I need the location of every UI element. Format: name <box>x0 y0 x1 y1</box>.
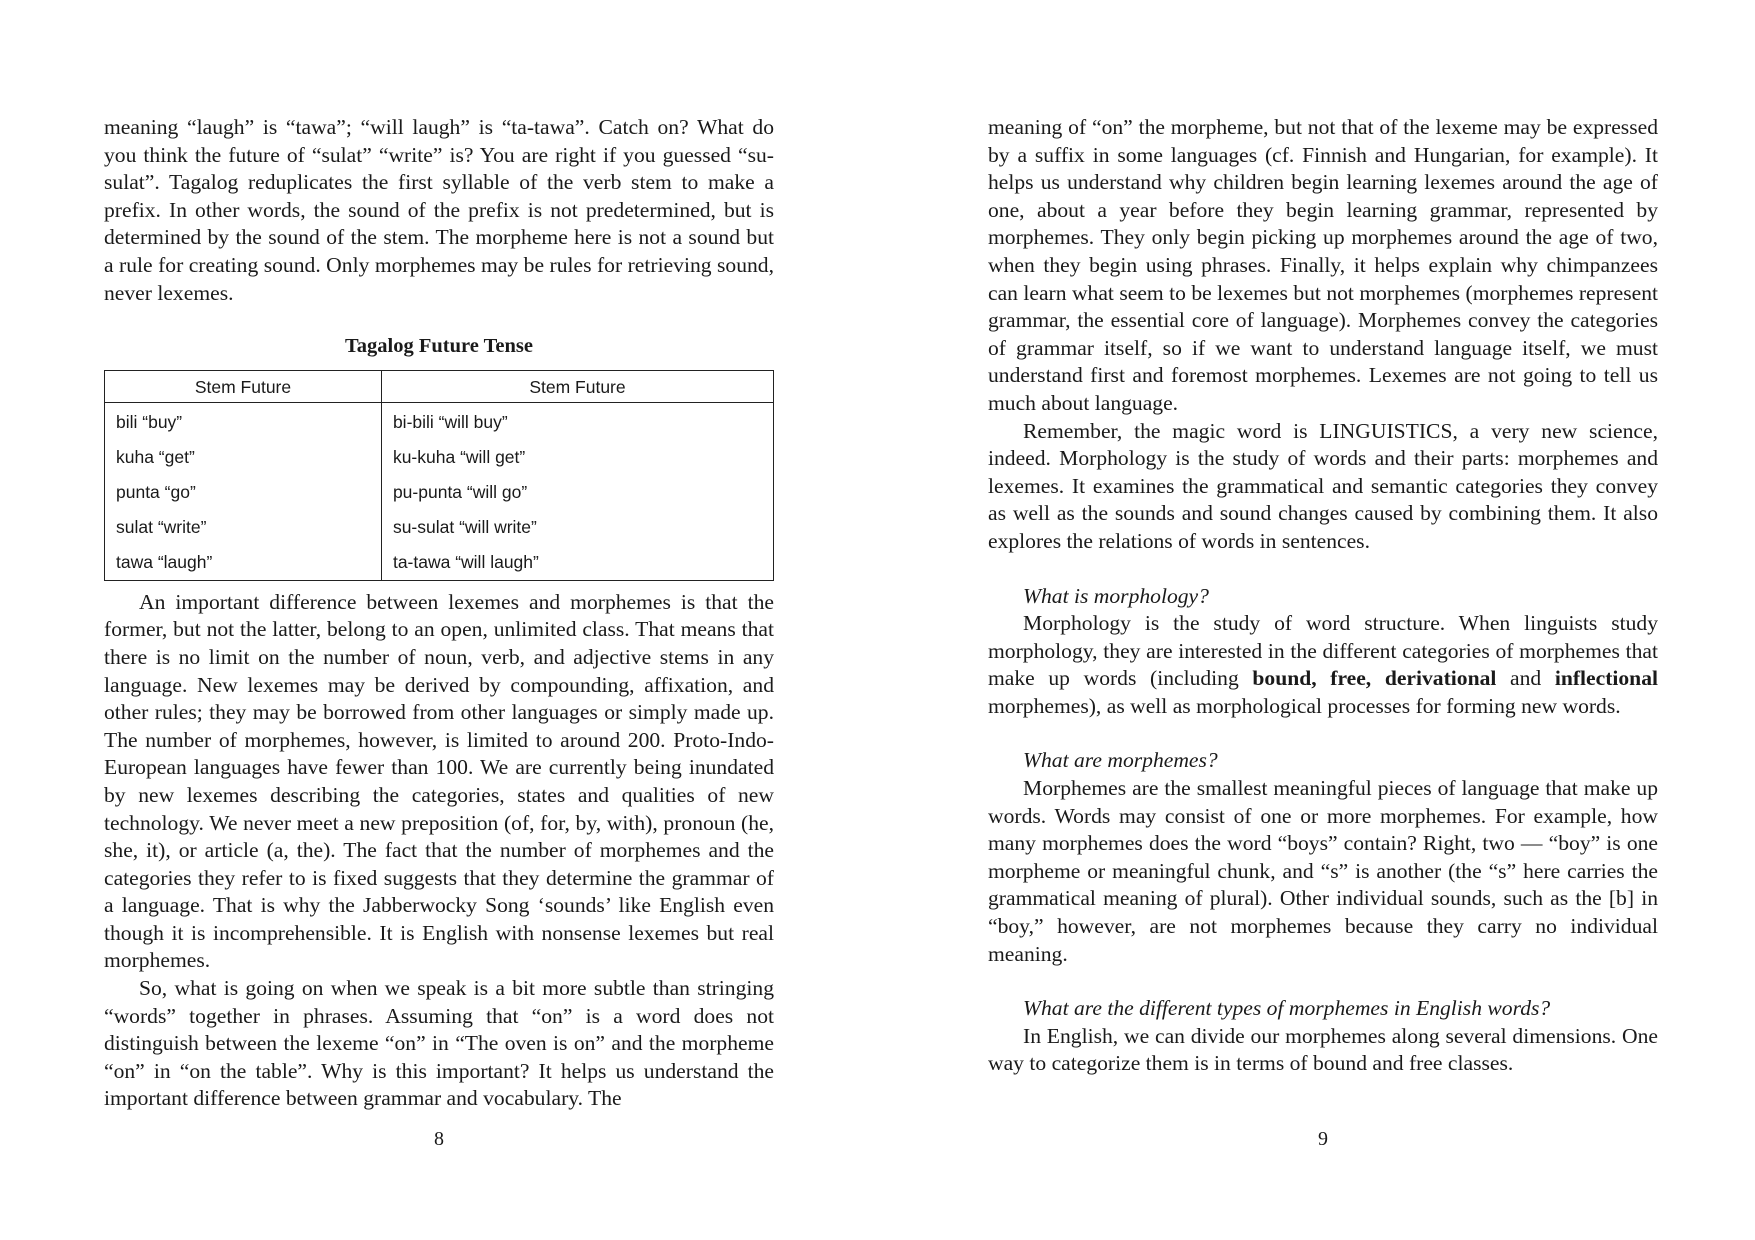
column-header-stem-future-1: Stem Future <box>105 370 382 402</box>
answer-1-bold-terms-2: inflectional <box>1554 666 1658 691</box>
table-cell-stem: kuha “get” <box>116 446 195 467</box>
table-row <box>105 545 774 581</box>
right-page <box>988 114 1658 1078</box>
answer-1-text-mid: and <box>1496 666 1555 691</box>
table-cell-stem: sulat “write” <box>116 516 207 537</box>
table-cell-stem: tawa “laugh” <box>116 551 213 572</box>
question-what-is-morphology: What is morphology? <box>1023 583 1209 608</box>
table-cell-future: bi-bili “will buy” <box>381 402 773 440</box>
table-row <box>105 475 774 510</box>
table-row <box>105 402 774 440</box>
table-cell-stem: punta “go” <box>116 481 196 502</box>
right-paragraph-1: meaning of “on” the morpheme, but not that of the lexeme may be expressed by a suffix in some languages (cf. Finnish and Hungarian, for example). It helps us understand why children begin learning lexemes around the age of one, about a year before they begin learning grammar, represented by morphemes. They only begin picking up morphemes around the age of two, when they begin using phrases. Finally, it helps explain why chimpanzees can learn what seem to be lexemes but not morphemes (morphemes represent grammar, the essential core of language). Morphemes convey the categories of grammar itself, so if we want to understand language itself, we must understand first and foremost morphemes. Lexemes are not going to tell us much about language. <box>988 115 1658 415</box>
question-types-of-morphemes: What are the different types of morphemes in English words? <box>1023 996 1551 1021</box>
table-row <box>105 440 774 475</box>
table-cell-future: su-sulat “will write” <box>381 510 773 545</box>
answer-1-bold-terms-1: bound, free, derivational <box>1252 666 1497 691</box>
table-cell-future: ta-tawa “will laugh” <box>381 545 773 581</box>
answer-1-text-start: Morphology is the study of word structure. When linguists study morphology, they are interested in the different categories of morphemes that make up words (including <box>988 611 1658 691</box>
answer-what-is-morphology <box>988 610 1658 720</box>
left-paragraph-2: An important difference between lexemes and morphemes is that the former, but not the latter, belong to an open, unlimited class. That means that there is no limit on the number of noun, verb, and adjective stems in any language. New lexemes may be derived by compounding, affixation, and other rules; they may be borrowed from other languages or simply made up. The number of morphemes, however, is limited to around 200. Proto-Indo-European languages have fewer than 100. We are currently being inundated by new lexemes describing the categories, states and qualities of new technology. We never meet a new preposition (of, for, by, with), pronoun (he, she, it), or article (a, the). The fact that the number of morphemes and the categories they refer to is fixed suggests that they determine the grammar of a language. That is why the Jabberwocky Song ‘sounds’ like English even though it is incomprehensible. It is English with nonsense lexemes but real morphemes. <box>104 589 774 973</box>
left-paragraph-3: So, what is going on when we speak is a bit more subtle than stringing “words” together in phrases. Assuming that “on” is a word does not distinguish between the lexeme “on” in “The oven is on” and the morpheme “on” in “on the table”. Why is this important? It helps us understand the important difference between grammar and vocabulary. The <box>104 976 774 1111</box>
table-cell-stem: bili “buy” <box>116 411 183 432</box>
table-header-row <box>105 370 774 402</box>
column-header-stem-future-2: Stem Future <box>381 370 773 402</box>
left-page <box>104 114 774 1113</box>
left-paragraph-1: meaning “laugh” is “tawa”; “will laugh” is “ta-tawa”. Catch on? What do you think the future of “sulat” “write” is? You are right if you guessed “su-sulat”. Tagalog reduplicates the first syllable of the verb stem to make a prefix. In other words, the sound of the prefix is not predetermined, but is determined by the sound of the stem. The morpheme here is not a sound but a rule for creating sound. Only morphemes may be rules for retrieving sound, never lexemes. <box>104 115 774 305</box>
table-cell-future: pu-punta “will go” <box>381 475 773 510</box>
answer-types-of-morphemes: In English, we can divide our morphemes along several dimensions. One way to categorize them is in terms of bound and free classes. <box>988 1023 1658 1076</box>
question-what-are-morphemes: What are morphemes? <box>1023 748 1218 773</box>
table-row <box>105 510 774 545</box>
tagalog-future-table <box>104 370 774 581</box>
table-caption: Tagalog Future Tense <box>345 335 533 358</box>
table-cell-future: ku-kuha “will get” <box>381 440 773 475</box>
page-number-right: 9 <box>1318 1128 1328 1150</box>
answer-1-text-end: morphemes), as well as morphological processes for forming new words. <box>988 693 1621 718</box>
right-paragraph-2: Remember, the magic word is LINGUISTICS, a very new science, indeed. Morphology is the study of words and their parts: morphemes and lexemes. It examines the grammatical and semantic categories they convey as well as the sounds and sound changes caused by combining them. It also explores the relations of words in sentences. <box>988 418 1658 553</box>
page-number-left: 8 <box>434 1128 444 1150</box>
answer-what-are-morphemes: Morphemes are the smallest meaningful pieces of language that make up words. Words may consist of one or more morphemes. For example, how many morphemes does the word “boys” contain? Right, two — “boy” is one morpheme or meaningful chunk, and “s” is another (the “s” here carries the grammatical meaning of plural). Other individual sounds, such as the [b] in “boy,” however, are not morphemes because they carry no individual meaning. <box>988 776 1658 966</box>
